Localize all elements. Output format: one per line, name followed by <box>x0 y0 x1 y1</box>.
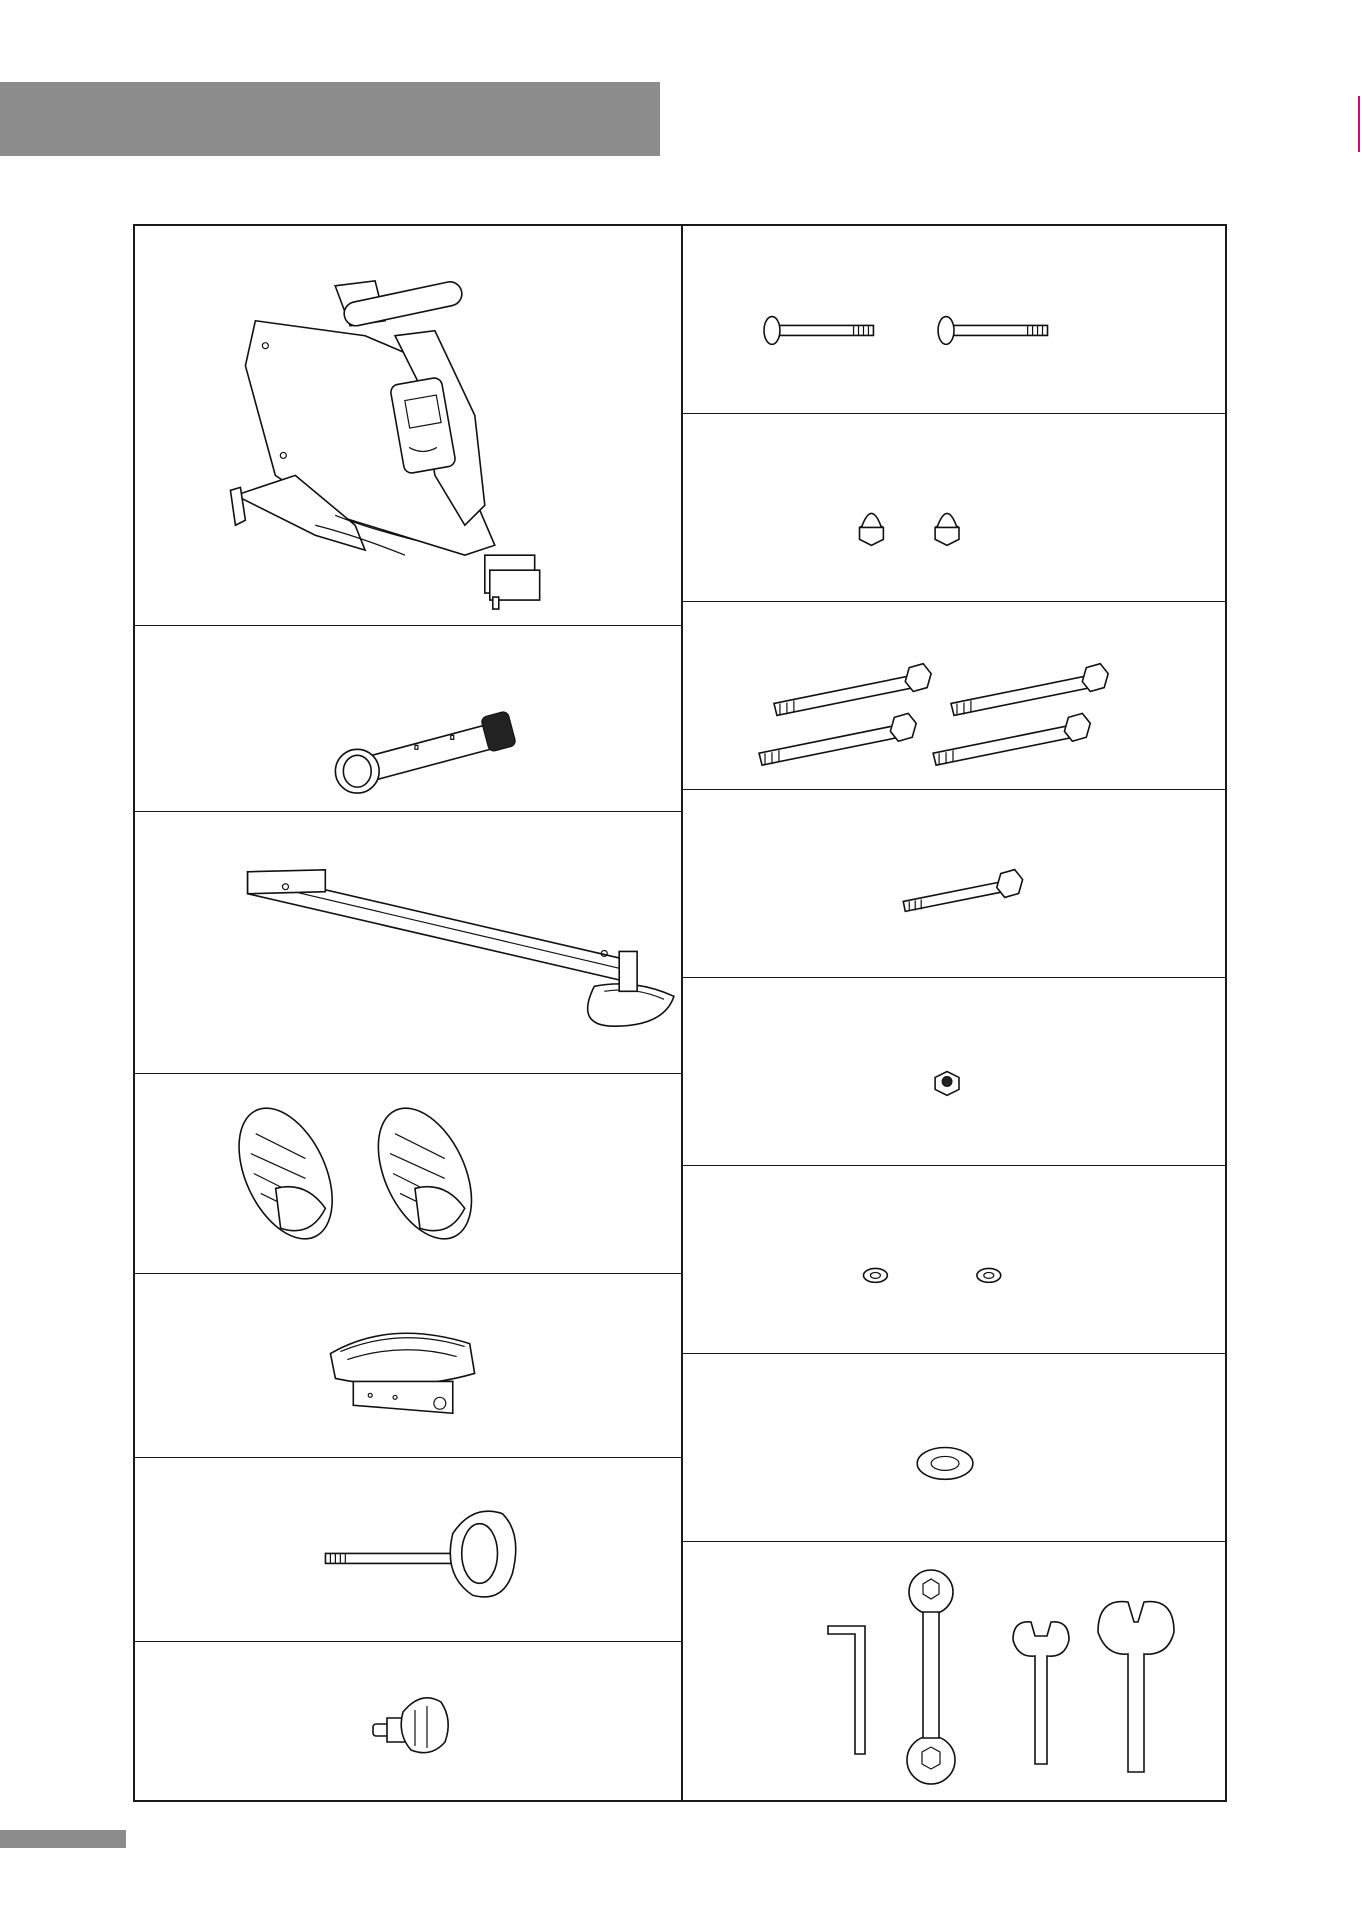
edge-mark <box>1358 96 1360 152</box>
knob-bolt-illustration <box>135 1458 681 1641</box>
foot-pedal-pair-illustration <box>135 1074 681 1273</box>
hex-bolt-illustration <box>683 790 1227 977</box>
part-cell-pop-pin-knob <box>135 1642 681 1802</box>
part-cell-tools <box>683 1542 1227 1802</box>
part-cell-lock-nut <box>683 978 1227 1166</box>
header-bar <box>0 82 660 156</box>
rail-beam-illustration <box>135 812 681 1073</box>
part-cell-carriage-bolts <box>683 226 1227 414</box>
part-cell-hex-bolt-single <box>683 790 1227 978</box>
carriage-bolt-pair-illustration <box>683 226 1227 413</box>
acorn-nut-pair-illustration <box>683 414 1227 601</box>
part-cell-seat <box>135 1274 681 1458</box>
part-cell-handlebar-tube <box>135 626 681 812</box>
parts-grid <box>133 224 1227 1802</box>
hex-bolt-set-illustration <box>683 602 1227 789</box>
seat-illustration <box>135 1274 681 1457</box>
part-cell-acorn-nuts <box>683 414 1227 602</box>
part-cell-main-frame <box>135 226 681 626</box>
part-cell-foot-pedals <box>135 1074 681 1274</box>
part-cell-large-washer <box>683 1354 1227 1542</box>
part-cell-adjustment-knob <box>135 1458 681 1642</box>
pop-pin-illustration <box>135 1642 681 1802</box>
washer-pair-illustration <box>683 1166 1227 1353</box>
main-frame-illustration <box>135 226 681 625</box>
handlebar-tube-illustration <box>135 626 681 811</box>
large-washer-illustration <box>683 1354 1227 1541</box>
tool-set-illustration <box>683 1542 1227 1802</box>
footer-bar <box>0 1830 126 1848</box>
part-cell-small-washers <box>683 1166 1227 1354</box>
lock-nut-illustration <box>683 978 1227 1165</box>
part-cell-rail-beam <box>135 812 681 1074</box>
part-cell-hex-bolts-long <box>683 602 1227 790</box>
